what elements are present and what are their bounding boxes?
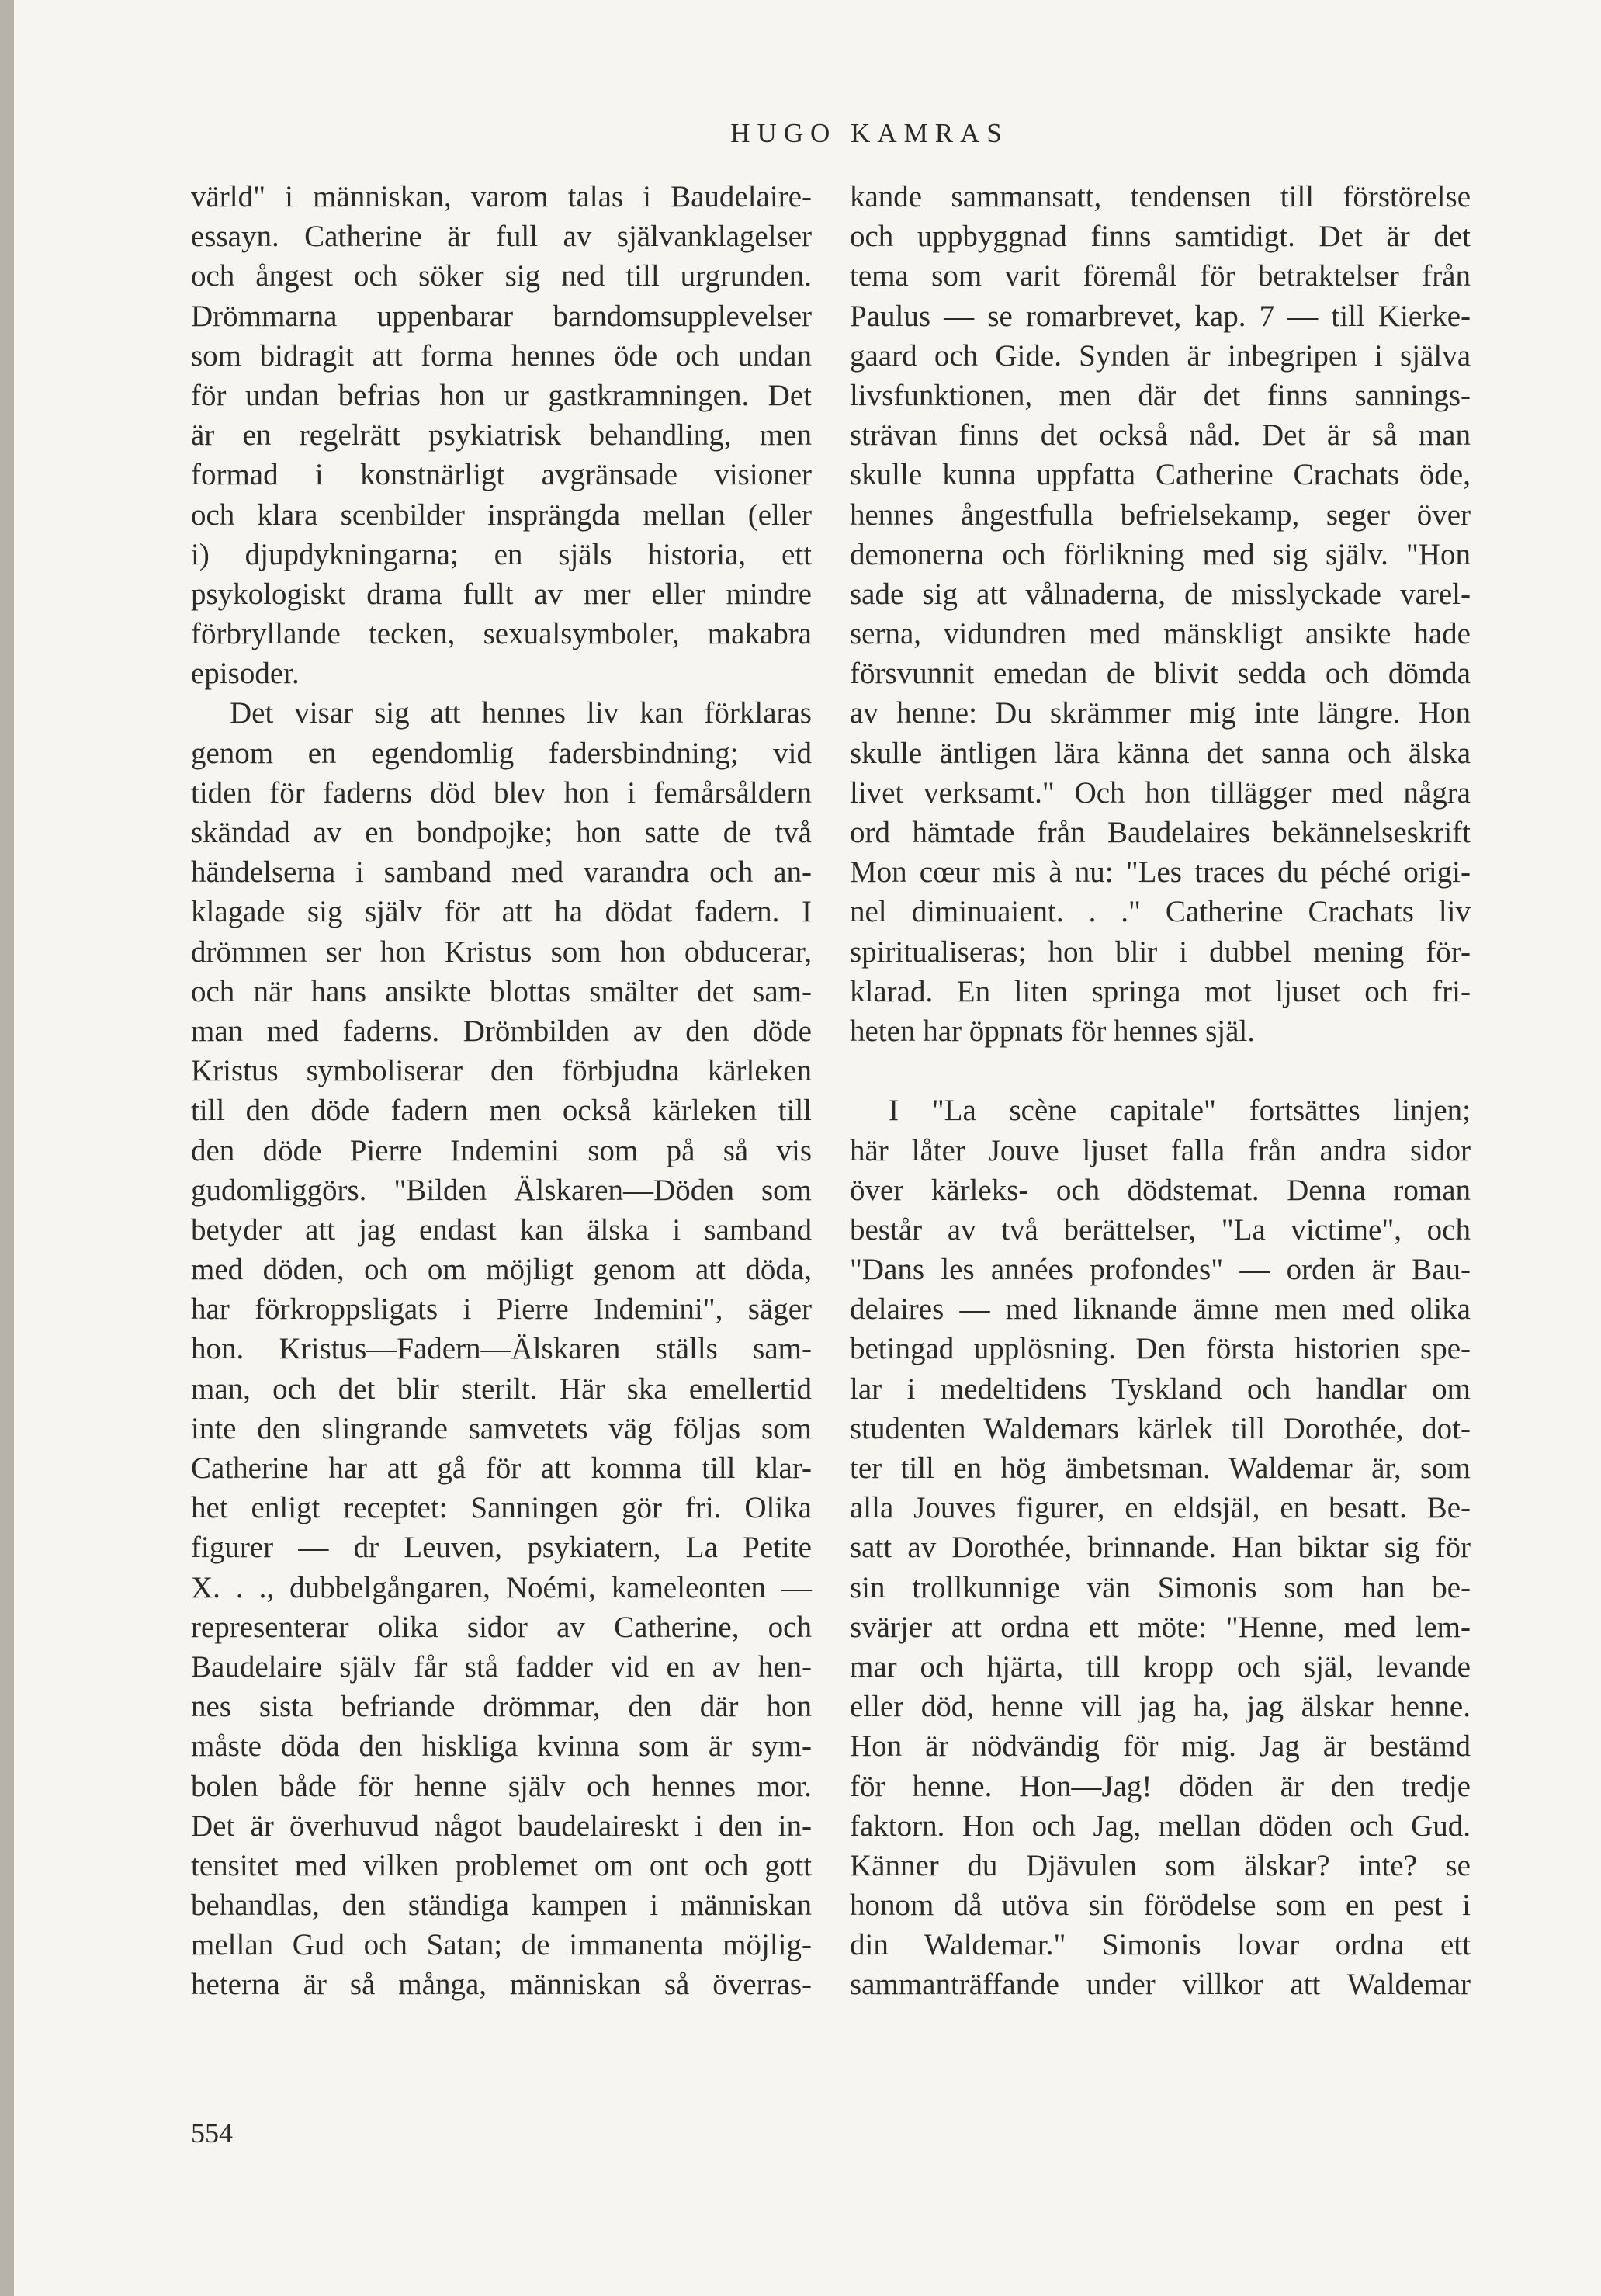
right-line-42: faktorn. Hon och Jag, mellan döden och Gud.: [850, 1809, 1471, 1843]
left-line-35: figurer — dr Leuven, psykiatern, La Petite: [191, 1531, 812, 1565]
right-line-12: serna, vidundren med mänskligt ansikte hade: [850, 617, 1471, 651]
left-line-4: Drömmarna uppenbarar barndomsupplevelser: [191, 299, 812, 333]
left-line-25: den döde Pierre Indemini som på så vis: [191, 1133, 812, 1167]
right-line-18: Mon cœur mis à nu: "Les traces du péché origi-: [850, 855, 1471, 890]
right-line-13: försvunnit emedan de blivit sedda och dömda: [850, 657, 1471, 691]
left-line-8: formad i konstnärligt avgränsade visioner: [191, 458, 812, 492]
right-line-38: mar och hjärta, till kropp och själ, levande: [850, 1649, 1471, 1684]
right-line-24: I "La scène capitale" fortsättes linjen;: [889, 1094, 1471, 1128]
left-line-12: förbryllande tecken, sexualsymboler, makabra: [191, 617, 812, 651]
right-line-5: gaard och Gide. Synden är inbegripen i själva: [850, 338, 1471, 373]
right-line-25: här låter Jouve ljuset falla från andra sidor: [850, 1133, 1471, 1167]
left-line-41: bolen både för henne själv och hennes mor.: [191, 1769, 812, 1803]
left-line-11: psykologiskt drama fullt av mer eller mindre: [191, 577, 812, 611]
left-line-31: man, och det blir sterilt. Här ska emellertid: [191, 1372, 812, 1406]
right-line-46: sammanträffande under villkor att Waldemar: [850, 1968, 1471, 2002]
left-line-40: måste döda den hiskliga kvinna som är sym-: [191, 1729, 812, 1764]
page-edge-shadow: [0, 0, 14, 2296]
right-line-10: demonerna och förlikning med sig själv. "Hon: [850, 537, 1471, 571]
right-line-11: sade sig att vålnaderna, de misslyckade varel-: [850, 577, 1471, 611]
left-line-34: het enligt receptet: Sanningen gör fri. Olika: [191, 1491, 812, 1525]
right-line-19: nel diminuaient. . ." Catherine Crachats liv: [850, 895, 1471, 929]
left-line-16: tiden för faderns död blev hon i femårsåldern: [191, 775, 812, 810]
right-line-44: honom då utöva sin förödelse som en pest i: [850, 1888, 1471, 1923]
book-page: [14, 0, 1601, 2296]
left-column: [191, 177, 812, 2005]
right-line-4: Paulus — se romarbrevet, kap. 7 — till Kierke-: [850, 299, 1471, 333]
right-line-26: över kärleks- och dödstemat. Denna roman: [850, 1173, 1471, 1207]
right-line-15: skulle äntligen lära känna det sanna och älska: [850, 736, 1471, 770]
left-line-5: som bidragit att forma hennes öde och undan: [191, 338, 812, 373]
right-line-33: ter till en hög ämbetsman. Waldemar är, som: [850, 1451, 1471, 1485]
left-line-3: och ångest och söker sig ned till urgrunden.: [191, 259, 812, 293]
left-line-23: Kristus symboliserar den förbjudna kärleken: [191, 1054, 812, 1088]
right-line-9: hennes ångestfulla befrielsekamp, seger över: [850, 498, 1471, 532]
right-column: [850, 177, 1471, 2005]
left-line-20: drömmen ser hon Kristus som hon obducerar,: [191, 935, 812, 969]
left-line-19: klagade sig själv för att ha dödat fadern. I: [191, 895, 812, 929]
left-line-45: mellan Gud och Satan; de immanenta möjlig-: [191, 1928, 812, 1962]
left-line-33: Catherine har att gå för att komma till klar-: [191, 1451, 812, 1485]
right-line-41: för henne. Hon—Jag! döden är den tredje: [850, 1769, 1471, 1803]
left-line-32: inte den slingrande samvetets väg följas som: [191, 1411, 812, 1445]
right-line-34: alla Jouves figurer, en eldsjäl, en besatt. Be-: [850, 1491, 1471, 1525]
left-line-24: till den döde fadern men också kärleken till: [191, 1094, 812, 1128]
right-line-27: består av två berättelser, "La victime", och: [850, 1212, 1471, 1247]
left-line-28: med döden, och om möjligt genom att döda,: [191, 1253, 812, 1287]
right-line-22: heten har öppnats för hennes själ.: [850, 1014, 1256, 1048]
section-gap: [850, 1051, 1471, 1091]
left-line-39: nes sista befriande drömmar, den där hon: [191, 1690, 812, 1724]
right-line-40: Hon är nödvändig för mig. Jag är bestämd: [850, 1729, 1471, 1764]
right-line-28: "Dans les années profondes" — orden är Bau-: [850, 1253, 1471, 1287]
left-line-10: i) djupdykningarna; en själs historia, ett: [191, 537, 812, 571]
left-line-44: behandlas, den ständiga kampen i människan: [191, 1888, 812, 1923]
left-line-26: gudomliggörs. "Bilden Älskaren—Döden som: [191, 1173, 812, 1207]
left-line-22: man med faderns. Drömbilden av den döde: [191, 1014, 812, 1048]
right-line-17: ord hämtade från Baudelaires bekännelseskrift: [850, 816, 1471, 849]
left-line-2: essayn. Catherine är full av självanklagelser: [191, 220, 812, 254]
right-line-29: delaires — med liknande ämne men med olika: [850, 1292, 1471, 1327]
right-line-43: Känner du Djävulen som älskar? inte? se: [850, 1848, 1471, 1882]
right-line-32: studenten Waldemars kärlek till Dorothée, dot-: [850, 1411, 1471, 1445]
right-line-2: och uppbyggnad finns samtidigt. Det är det: [850, 220, 1471, 254]
left-line-15: genom en egendomlig fadersbindning; vid: [191, 736, 812, 770]
right-line-7: strävan finns det också nåd. Det är så man: [850, 418, 1471, 453]
right-line-35: satt av Dorothée, brinnande. Han biktar sig för: [850, 1531, 1471, 1565]
left-line-36: X. . ., dubbelgångaren, Noémi, kameleonten —: [191, 1570, 812, 1604]
left-line-14: Det visar sig att hennes liv kan förklaras: [230, 696, 812, 730]
left-line-17: skändad av en bondpojke; hon satte de två: [191, 816, 812, 849]
right-line-31: lar i medeltidens Tyskland och handlar om: [850, 1372, 1471, 1406]
left-line-6: för undan befrias hon ur gastkramningen. Det: [191, 378, 812, 412]
right-line-8: skulle kunna uppfatta Catherine Crachats öde,: [850, 458, 1471, 492]
right-line-6: livsfunktionen, men där det finns sannings-: [850, 378, 1471, 412]
right-line-1: kande sammansatt, tendensen till förstörelse: [850, 180, 1471, 213]
right-line-3: tema som varit föremål för betraktelser från: [850, 259, 1471, 293]
right-line-16: livet verksamt." Och hon tillägger med några: [850, 775, 1471, 810]
left-line-18: händelserna i samband med varandra och an-: [191, 855, 812, 890]
right-line-36: sin trollkunnige vän Simonis som han be-: [850, 1570, 1471, 1604]
right-line-39: eller död, henne vill jag ha, jag älskar henne.: [850, 1690, 1471, 1724]
left-line-29: har förkroppsligats i Pierre Indemini", säger: [191, 1292, 812, 1327]
right-line-45: din Waldemar." Simonis lovar ordna ett: [850, 1928, 1471, 1962]
left-line-46: heterna är så många, människan så överras-: [191, 1968, 812, 2002]
left-line-38: Baudelaire själv får stå fadder vid en av hen-: [191, 1649, 812, 1684]
left-line-9: och klara scenbilder insprängda mellan (eller: [191, 498, 812, 532]
right-line-21: klarad. En liten springa mot ljuset och fri-: [850, 974, 1471, 1008]
left-line-7: är en regelrätt psykiatrisk behandling, men: [191, 418, 812, 453]
right-line-14: av henne: Du skrämmer mig inte längre. Hon: [850, 696, 1471, 730]
page-number: 554: [191, 2117, 233, 2149]
left-line-21: och när hans ansikte blottas smälter det sam-: [191, 974, 812, 1008]
left-line-30: hon. Kristus—Fadern—Älskaren ställs sam-: [191, 1332, 812, 1366]
left-line-27: betyder att jag endast kan älska i samband: [191, 1212, 812, 1247]
left-line-1: värld" i människan, varom talas i Baudelaire-: [191, 180, 812, 213]
right-line-37: svärjer att ordna ett möte: "Henne, med lem-: [850, 1610, 1471, 1644]
left-line-13: episoder.: [191, 657, 300, 691]
right-line-20: spiritualiseras; hon blir i dubbel mening för-: [850, 935, 1471, 969]
left-line-42: Det är överhuvud något baudelaireskt i den in-: [191, 1809, 812, 1843]
running-header: HUGO KAMRAS: [730, 118, 1009, 148]
left-line-43: tensitet med vilken problemet om ont och gott: [191, 1848, 812, 1882]
right-line-30: betingad upplösning. Den första historien spe-: [850, 1332, 1471, 1366]
left-line-37: representerar olika sidor av Catherine, och: [191, 1610, 812, 1644]
